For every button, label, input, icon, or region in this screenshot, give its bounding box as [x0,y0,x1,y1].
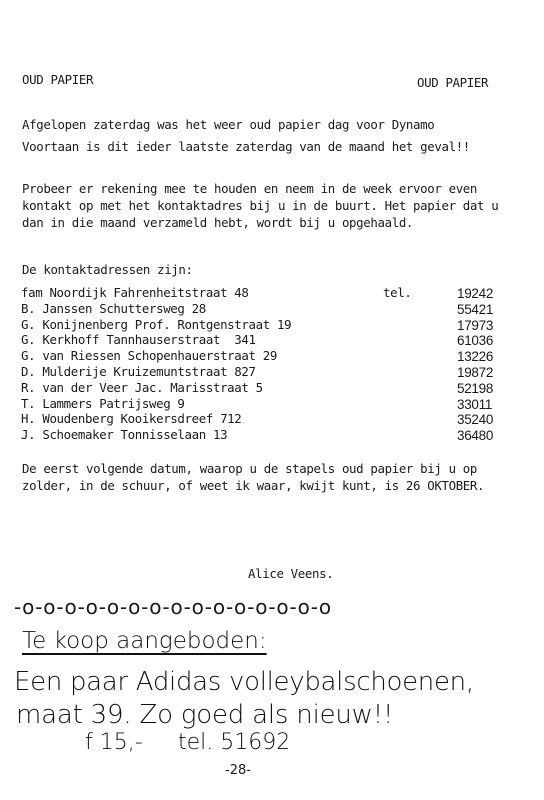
contact-list [21,285,521,443]
signature: Alice Veens. [248,566,334,581]
contact-row [21,285,521,301]
contacts-heading: De kontaktadressen zijn: [22,262,193,277]
contact-number: 33011 [457,396,493,412]
divider-line: -o-o-o-o-o-o-o-o-o-o-o-o-o-o-o [14,595,332,619]
contact-name: B. Janssen Schuttersweg 28 [21,300,206,316]
ad-line-1: Een paar Adidas volleybalschoenen, [14,667,474,697]
contact-name: G. van Riessen Schopenhauerstraat 29 [21,348,277,364]
contact-number: 55421 [457,301,494,317]
contact-name: G. Kerkhoff Tannhauserstraat 341 [21,332,256,348]
contact-name: J. Schoemaker Tonnisselaan 13 [21,427,228,443]
paragraph-dynamo: Afgelopen zaterdag was het weer oud papier dag voor Dynamo [22,117,435,132]
ad-line-2: maat 39. Zo goed als nieuw!! [16,700,394,730]
contact-row [21,380,521,396]
contact-name: G. Konijnenberg Prof. Rontgenstraat 19 [21,316,292,332]
ad-price: f 15,- [85,730,143,755]
contact-number: 61036 [457,333,494,349]
page-number: -28- [225,763,251,778]
contact-name: H. Woudenberg Kooikersdreef 712 [21,411,242,427]
contact-row [21,332,521,348]
contact-number: 13226 [457,349,494,365]
paragraph-next-date: De eerst volgende datum, waarop u de stapels oud papier bij u op zolder, in de schuur, of weet ik waar, kwijt kunt, is 26 OKTOBER. [22,461,485,493]
ad-phone: tel. 51692 [178,730,291,755]
tel-label: tel. [383,285,412,300]
paragraph-instructions: Probeer er rekening mee te houden en neem in de week ervoor even kontakt op met het kontaktadres bij u in de buurt. Het papier dat u dan in die maand verzameld hebt, wordt bij u opgehaald. [22,181,499,230]
contact-row [21,301,521,317]
contact-row [21,396,521,412]
contact-number: 36480 [457,428,494,444]
contact-number: 52198 [457,380,494,396]
contact-name: D. Mulderije Kruizemuntstraat 827 [21,363,256,379]
contact-row [21,317,521,333]
contact-row [21,411,521,427]
header-left: OUD PAPIER [22,72,94,87]
contact-number: 35240 [457,412,494,428]
contact-number: 17973 [457,317,494,333]
contact-row [21,427,521,443]
contact-number: 19872 [457,364,494,380]
contact-row [21,348,521,364]
contact-number: 19242 [457,286,494,301]
paragraph-schedule: Voortaan is dit ieder laatste zaterdag van de maand het geval!! [22,139,470,154]
header-right: OUD PAPIER [417,75,489,90]
contact-name: R. van der Veer Jac. Marisstraat 5 [21,379,263,395]
contact-name: fam Noordijk Fahrenheitstraat 48 [21,285,249,300]
contact-name: T. Lammers Patrijsweg 9 [21,395,185,411]
contact-row [21,364,521,380]
ad-heading: Te koop aangeboden: [22,628,267,654]
